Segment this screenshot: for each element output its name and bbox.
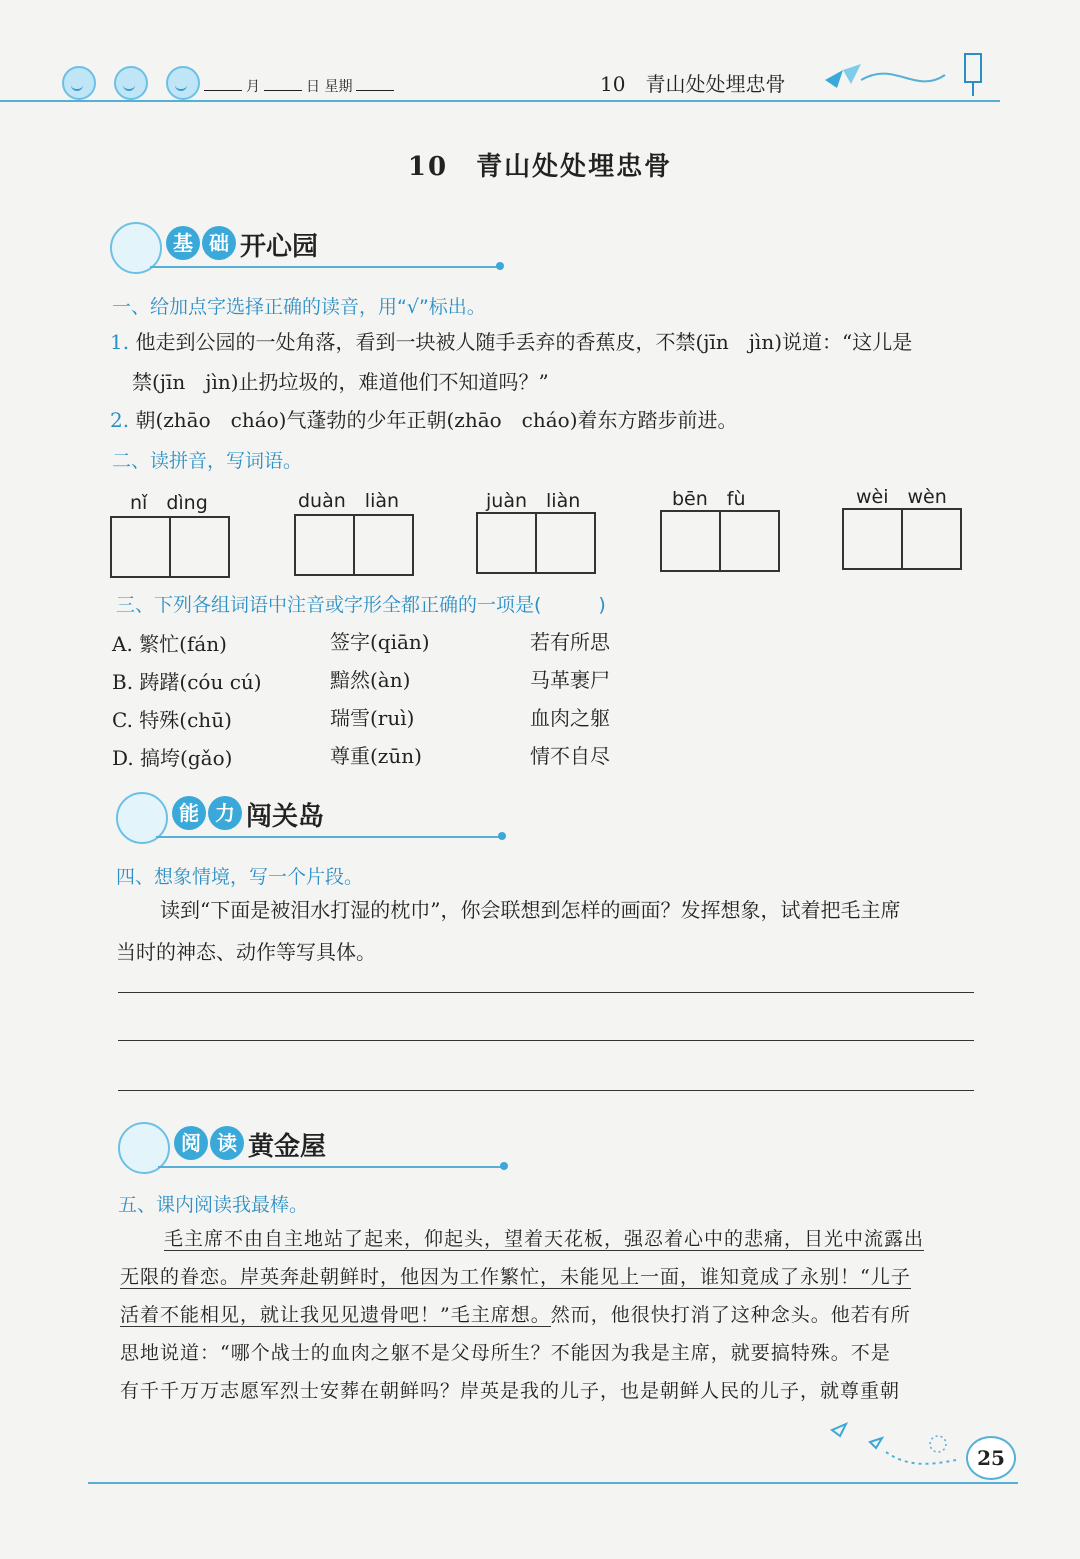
answer-line[interactable] — [118, 992, 974, 993]
section-basics-banner — [110, 222, 510, 262]
section-underline — [156, 836, 502, 838]
header-lesson-title: 10 青山处处埋忠骨 — [600, 72, 786, 96]
pinyin-label: juàn liàn — [486, 490, 581, 512]
header-rule — [0, 100, 1000, 102]
badge-char: 基 — [166, 226, 200, 260]
option-c-word-3: 血肉之躯 — [530, 706, 610, 730]
section-title: 开心园 — [240, 232, 319, 262]
badge-char: 能 — [172, 796, 206, 830]
question-3-heading: 三、下列各组词语中注音或字形全都正确的一项是( ) — [116, 594, 606, 616]
section-underline — [150, 266, 500, 268]
option-d-word-3: 情不自尽 — [530, 744, 610, 768]
option-b-word-3: 马革裹尸 — [530, 668, 610, 692]
question-1-item-1-cont: 禁(jīn jìn)止扔垃圾的，难道他们不知道吗？” — [132, 370, 549, 394]
item-number: 1. — [110, 330, 130, 354]
question-2-heading: 二、读拼音，写词语。 — [112, 450, 303, 472]
question-4-heading: 四、想象情境，写一个片段。 — [116, 866, 364, 888]
reading-text: 然而，他很快打消了这种念头。他若有所 — [550, 1304, 911, 1326]
smile-face-icon — [114, 66, 148, 100]
question-1-heading: 一、给加点字选择正确的读音，用“√”标出。 — [112, 296, 486, 318]
underlined-text: 活着不能相见，就让我见见遗骨吧！”毛主席想。 — [120, 1304, 551, 1326]
item-number: 2. — [110, 408, 130, 432]
question-1-item-2 — [110, 404, 738, 433]
question-4-prompt-cont: 当时的神态、动作等写具体。 — [116, 940, 376, 964]
underlined-text: 毛主席不由自主地站了起来，仰起头，望着天花板，强忍着心中的悲痛，目光中流露出 — [164, 1228, 925, 1250]
character-write-box[interactable] — [110, 516, 230, 578]
option-c-word-1: C. 特殊(chū) — [112, 708, 232, 732]
option-a-word-3: 若有所思 — [530, 630, 610, 654]
option-d-word-2: 尊重(zūn) — [330, 744, 422, 768]
badge-char: 阅 — [174, 1126, 208, 1160]
date-fill-in: 月 日 星期 — [200, 76, 398, 96]
item-text: 朝(zhāo cháo)气蓬勃的少年正朝(zhāo cháo)着东方踏步前进。 — [135, 408, 738, 432]
section-ability-banner — [116, 792, 516, 832]
answer-line[interactable] — [118, 1040, 974, 1041]
reading-line-3 — [120, 1300, 911, 1327]
section-underline — [158, 1166, 504, 1168]
option-b-word-1: B. 踌躇(cóu cú) — [112, 670, 262, 694]
answer-line[interactable] — [118, 1090, 974, 1091]
pinyin-label: wèi wèn — [856, 486, 947, 508]
reading-line-4: 思地说道：“哪个战士的血肉之躯不是父母所生？不能因为我是主席，就要搞特殊。不是 — [120, 1342, 891, 1364]
pinyin-label: duàn liàn — [298, 490, 400, 512]
underlined-text: 无限的眷恋。岸英奔赴朝鲜时，他因为工作繁忙，未能见上一面，谁知竟成了永别！“儿子 — [120, 1266, 911, 1288]
reading-line-2 — [120, 1262, 911, 1289]
section-underline-dot — [498, 832, 506, 840]
reading-line-1 — [164, 1224, 924, 1251]
character-write-box[interactable] — [660, 510, 780, 572]
badge-char: 读 — [210, 1126, 244, 1160]
butterfly-lamp-decoration-icon — [815, 40, 995, 100]
smile-face-icon — [62, 66, 96, 100]
item-text: 他走到公园的一处角落，看到一块被人随手丢弃的香蕉皮，不禁(jīn jìn)说道：“这儿是 — [135, 330, 913, 354]
footer-rule — [88, 1482, 1018, 1484]
pinyin-label: bēn fù — [672, 488, 746, 510]
option-c-word-2: 瑞雪(ruì) — [330, 706, 415, 730]
page-title: 10 青山处处埋忠骨 — [407, 152, 673, 182]
character-write-box[interactable] — [294, 514, 414, 576]
page-number: 25 — [966, 1436, 1016, 1480]
smile-face-icon — [166, 66, 200, 100]
question-1-item-1 — [110, 326, 912, 355]
section-underline-dot — [500, 1162, 508, 1170]
reading-line-5: 有千千万万志愿军烈士安葬在朝鲜吗？岸英是我的儿子，也是朝鲜人民的儿子，就尊重朝 — [120, 1380, 901, 1402]
section-title: 闯关岛 — [246, 802, 325, 832]
pinyin-label: nǐ dìng — [130, 492, 208, 514]
option-d-word-1: D. 搞垮(gǎo) — [112, 746, 233, 770]
question-5-heading: 五、课内阅读我最棒。 — [118, 1194, 309, 1216]
section-reading-banner — [118, 1122, 518, 1162]
option-a-word-2: 签字(qiān) — [330, 630, 430, 654]
option-b-word-2: 黯然(àn) — [330, 668, 411, 692]
section-underline-dot — [496, 262, 504, 270]
badge-char: 力 — [208, 796, 242, 830]
bird-doodle-decoration-icon — [826, 1416, 966, 1476]
option-a-word-1: A. 繁忙(fán) — [112, 632, 227, 656]
section-title: 黄金屋 — [248, 1132, 327, 1162]
character-write-box[interactable] — [842, 508, 962, 570]
badge-char: 础 — [202, 226, 236, 260]
question-4-prompt: 读到“下面是被泪水打湿的枕巾”，你会联想到怎样的画面？发挥想象，试着把毛主席 — [160, 898, 901, 922]
character-write-box[interactable] — [476, 512, 596, 574]
